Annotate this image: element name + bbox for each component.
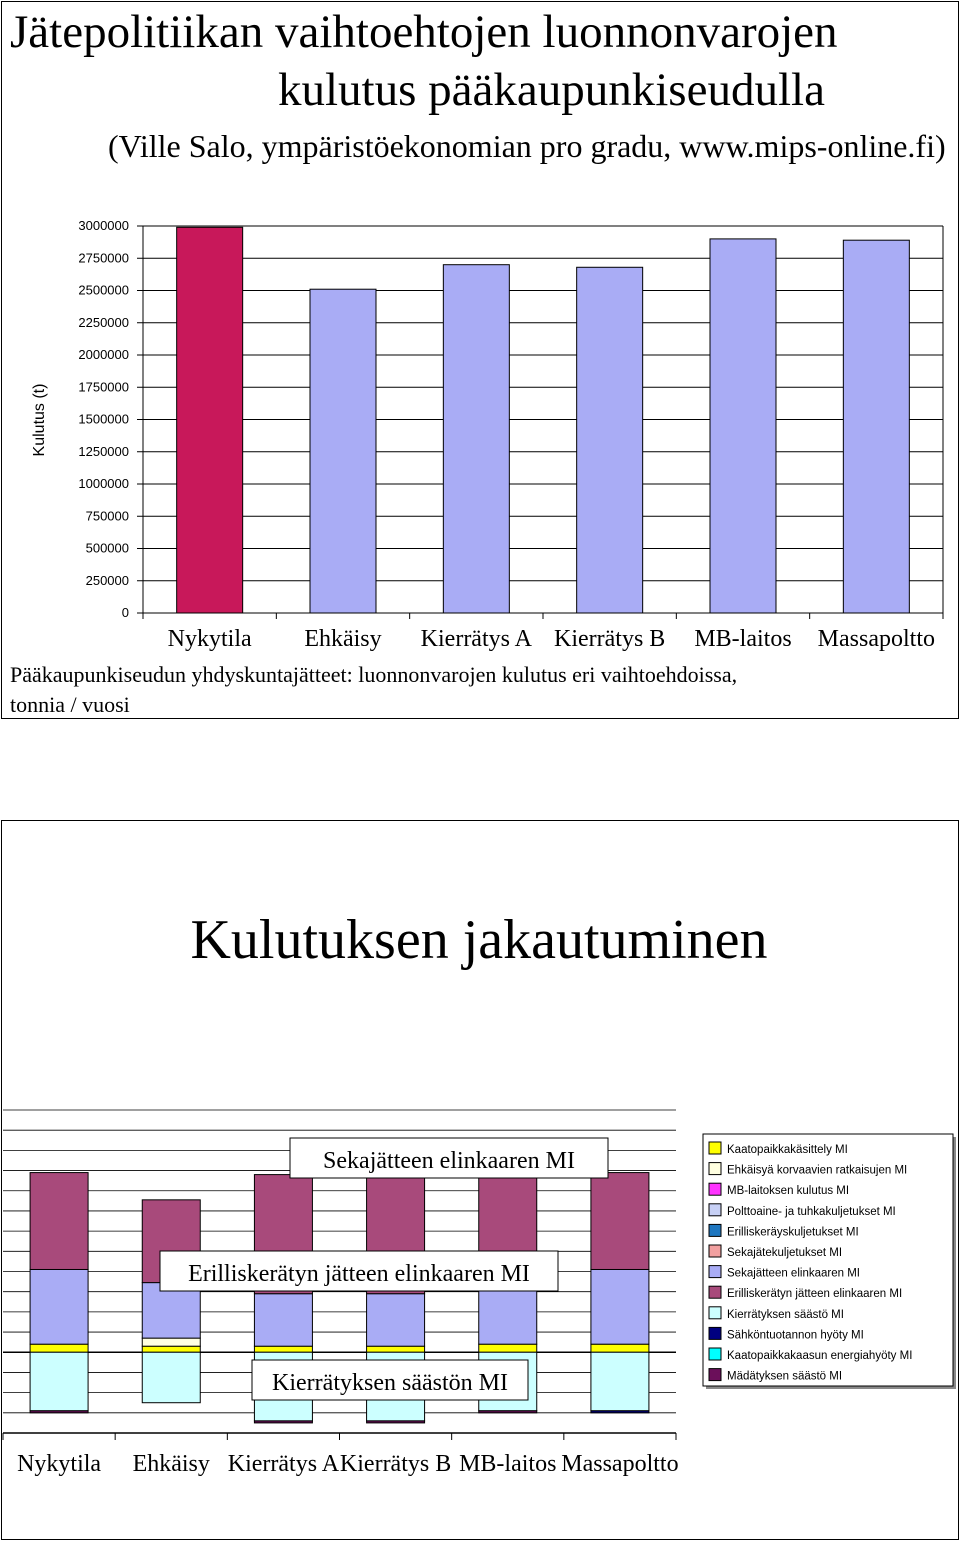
stacked-segment bbox=[30, 1352, 88, 1411]
legend-entry: Polttoaine- ja tuhkakuljetukset MI bbox=[727, 1205, 896, 1218]
legend-entry: Sekajätteen elinkaaren MI bbox=[727, 1267, 860, 1280]
legend-swatch bbox=[709, 1327, 721, 1339]
legend-swatch bbox=[709, 1204, 721, 1216]
y-tick-label: 1250000 bbox=[78, 443, 129, 459]
y-tick-label: 0 bbox=[121, 605, 129, 620]
stacked-segment bbox=[479, 1344, 537, 1352]
x-tick-label: Massapoltto bbox=[561, 1451, 679, 1477]
y-tick-label: 2500000 bbox=[78, 282, 129, 298]
x-tick-label: MB-laitos bbox=[459, 1451, 557, 1477]
stacked-segment bbox=[30, 1411, 88, 1413]
stacked-segment bbox=[591, 1352, 649, 1411]
y-tick-label: 2250000 bbox=[78, 314, 129, 330]
legend-swatch bbox=[709, 1307, 721, 1319]
annotation-label: Kierrätyksen säästön MI bbox=[272, 1370, 508, 1396]
stacked-segment bbox=[479, 1411, 537, 1413]
legend-swatch bbox=[709, 1266, 721, 1278]
x-tick-label: Kierrätys A bbox=[227, 1451, 340, 1477]
x-tick-label: Nykytila bbox=[17, 1451, 102, 1477]
legend-entry: Sähköntuotannon hyöty MI bbox=[727, 1329, 864, 1342]
y-axis-label: Kulutus (t) bbox=[31, 383, 48, 457]
y-tick-label: 1750000 bbox=[78, 379, 129, 395]
section2-title: Kulutuksen jakautuminen bbox=[190, 909, 768, 971]
legend-swatch bbox=[709, 1245, 721, 1257]
stacked-segment bbox=[254, 1421, 312, 1423]
stacked-segment bbox=[367, 1346, 425, 1352]
legend-swatch bbox=[709, 1142, 721, 1154]
x-tick-label: Ehkäisy bbox=[132, 1451, 210, 1477]
stacked-segment bbox=[30, 1344, 88, 1352]
legend-entry: Mädätyksen säästö MI bbox=[727, 1370, 843, 1383]
y-tick-label: 2750000 bbox=[78, 250, 129, 266]
x-tick-label: MB-laitos bbox=[694, 626, 792, 652]
stacked-segment bbox=[142, 1352, 200, 1402]
legend-entry: Kaatopaikkakäsittely MI bbox=[727, 1144, 848, 1156]
stacked-segment bbox=[142, 1338, 200, 1346]
stacked-segment bbox=[591, 1269, 649, 1344]
legend-swatch bbox=[709, 1369, 721, 1381]
y-tick-label: 3000000 bbox=[78, 218, 129, 233]
x-tick-label: Kierrätys B bbox=[339, 1451, 452, 1477]
x-tick-label: Kierrätys B bbox=[554, 626, 666, 652]
stacked-segment bbox=[254, 1346, 312, 1352]
stacked-segment bbox=[367, 1421, 425, 1423]
y-tick-label: 1500000 bbox=[78, 411, 129, 427]
stacked-segment bbox=[142, 1346, 200, 1352]
stacked-segment bbox=[591, 1173, 649, 1270]
y-tick-label: 750000 bbox=[85, 508, 129, 524]
page-title-line1: Jätepolitiikan vaihtoehtojen luonnonvarojen bbox=[10, 6, 838, 58]
stacked-segment bbox=[30, 1173, 88, 1270]
legend-entry: MB-laitoksen kulutus MI bbox=[727, 1185, 850, 1198]
x-tick-label: Nykytila bbox=[167, 626, 252, 652]
stacked-segment bbox=[591, 1344, 649, 1352]
x-tick-label: Ehkäisy bbox=[304, 626, 382, 652]
chart1-caption-line2: tonnia / vuosi bbox=[10, 692, 130, 717]
y-tick-label: 500000 bbox=[85, 540, 129, 556]
legend-entry: Ehkäisyä korvaavien ratkaisujen MI bbox=[727, 1164, 908, 1177]
legend-entry: Erilliskeräyskuljetukset MI bbox=[727, 1226, 859, 1239]
legend-entry: Kaatopaikkakaasun energiahyöty MI bbox=[727, 1350, 913, 1362]
page-subtitle: (Ville Salo, ympäristöekonomian pro gradu, www.mips-online.fi) bbox=[108, 128, 946, 164]
annotation-label: Erilliskerätyn jätteen elinkaaren MI bbox=[188, 1261, 530, 1287]
x-tick-label: Kierrätys A bbox=[420, 626, 532, 652]
legend-entry: Erilliskerätyn jätteen elinkaaren MI bbox=[727, 1288, 903, 1301]
stacked-segment bbox=[591, 1411, 649, 1413]
legend-entry: Kierrätyksen säästö MI bbox=[727, 1308, 844, 1321]
x-tick-label: Massapoltto bbox=[817, 626, 935, 652]
annotation-label: Sekajätteen elinkaaren MI bbox=[323, 1148, 575, 1174]
legend-swatch bbox=[709, 1183, 721, 1195]
legend-swatch bbox=[709, 1163, 721, 1175]
y-tick-label: 250000 bbox=[85, 572, 129, 588]
legend-swatch bbox=[709, 1348, 721, 1360]
legend-swatch bbox=[709, 1224, 721, 1236]
stacked-segment bbox=[367, 1294, 425, 1346]
stacked-segment bbox=[30, 1269, 88, 1344]
legend-swatch bbox=[709, 1286, 721, 1298]
y-tick-label: 2000000 bbox=[78, 347, 129, 362]
stacked-segment bbox=[254, 1294, 312, 1346]
legend-entry: Sekajätekuljetukset MI bbox=[727, 1247, 843, 1259]
page-title-line2: kulutus pääkaupunkiseudulla bbox=[278, 64, 825, 116]
chart1-caption-line1: Pääkaupunkiseudun yhdyskuntajätteet: luonnonvarojen kulutus eri vaihtoehdoissa, bbox=[10, 662, 738, 687]
y-tick-label: 1000000 bbox=[78, 476, 129, 491]
